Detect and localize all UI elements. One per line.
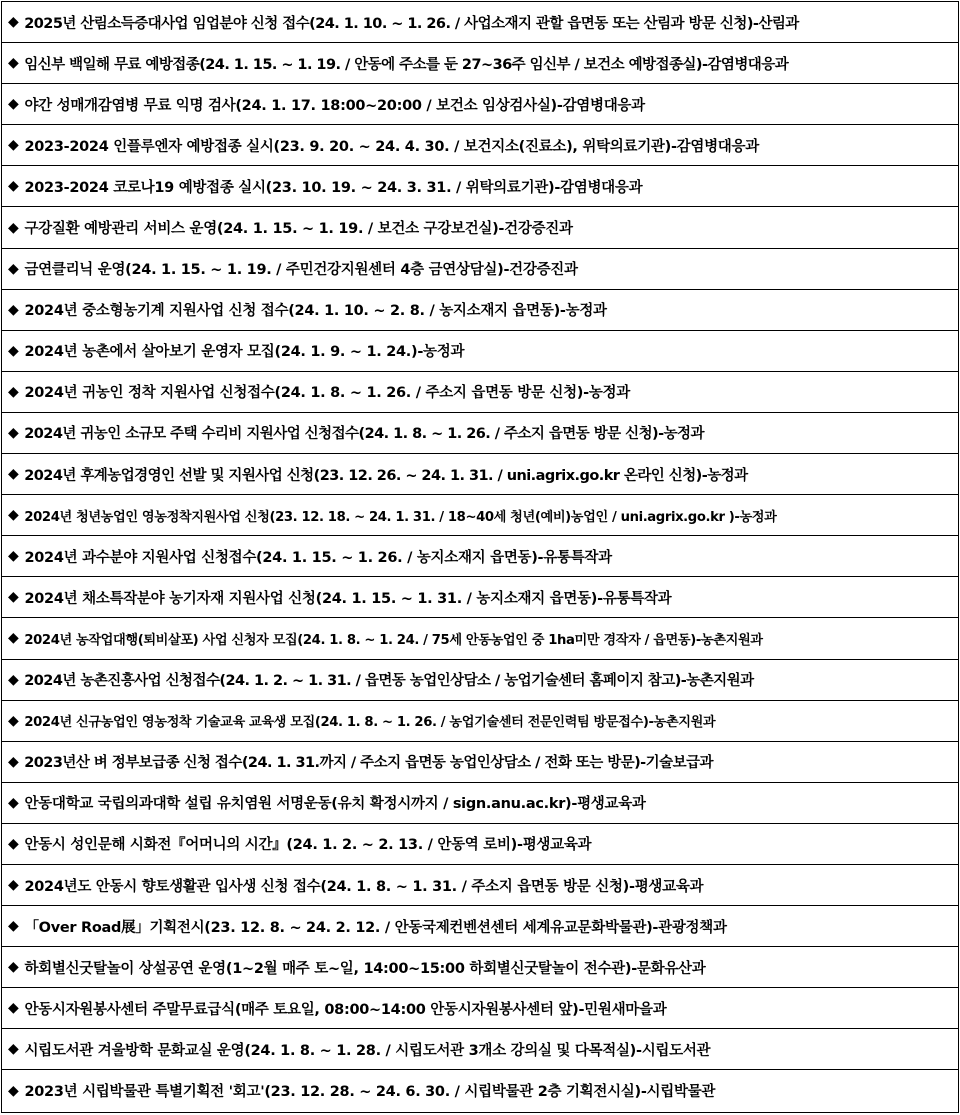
notice-text: 시립도서관 겨울방학 문화교실 운영(24. 1. 8. ~ 1. 28. / 시립도서관 3개소 강의실 및 다목적실)-시립도서관 xyxy=(24,1042,711,1059)
list-item xyxy=(2,1070,958,1111)
notice-text: 2024년도 안동시 향토생활관 입사생 신청 접수(24. 1. 8. ~ 1. 31. / 주소지 읍면동 방문 신청)-평생교육과 xyxy=(24,878,704,895)
diamond-bullet-icon: ◆ xyxy=(8,548,19,565)
diamond-bullet-icon: ◆ xyxy=(8,630,19,647)
diamond-bullet-icon: ◆ xyxy=(8,794,19,811)
diamond-bullet-icon: ◆ xyxy=(8,1000,19,1017)
notice-text: 금연클리닉 운영(24. 1. 15. ~ 1. 19. / 주민건강지원센터 4층 금연상담실)-건강증진과 xyxy=(24,262,578,279)
notice-text: 2024년 청년농업인 영농정착지원사업 신청(23. 12. 18. ~ 24. 1. 31. / 18~40세 청년(예비)농업인 / uni.agrix.go.kr )-농정과 xyxy=(24,509,777,525)
list-item xyxy=(2,618,958,659)
diamond-bullet-icon: ◆ xyxy=(8,753,19,770)
list-item xyxy=(2,824,958,865)
notice-text: 2024년 채소특작분야 농기자재 지원사업 신청(24. 1. 15. ~ 1. 31. / 농지소재지 읍면동)-유통특작과 xyxy=(24,590,672,607)
diamond-bullet-icon: ◆ xyxy=(8,507,19,524)
notice-text: 2023년산 벼 정부보급종 신청 접수(24. 1. 31.까지 / 주소지 읍면동 농업인상담소 / 전화 또는 방문)-기술보급과 xyxy=(24,755,713,772)
diamond-bullet-icon: ◆ xyxy=(8,959,19,976)
notice-text: 2024년 농촌에서 살아보기 운영자 모집(24. 1. 9. ~ 1. 24.)-농정과 xyxy=(24,344,465,361)
diamond-bullet-icon: ◆ xyxy=(8,712,19,729)
notice-text: 야간 성매개감염병 무료 익명 검사(24. 1. 17. 18:00~20:00 / 보건소 임상검사실)-감염병대응과 xyxy=(24,97,645,114)
list-item xyxy=(2,947,958,988)
list-item xyxy=(2,207,958,248)
notice-board xyxy=(1,1,959,1113)
notice-text: 2023-2024 인플루엔자 예방접종 실시(23. 9. 20. ~ 24. 4. 30. / 보건지소(진료소), 위탁의료기관)-감염병대응과 xyxy=(24,138,759,155)
notice-text: 2024년 귀농인 정착 지원사업 신청접수(24. 1. 8. ~ 1. 26. / 주소지 읍면동 방문 신청)-농정과 xyxy=(24,385,630,402)
list-item xyxy=(2,906,958,947)
list-item xyxy=(2,1029,958,1070)
list-item xyxy=(2,249,958,290)
list-item xyxy=(2,865,958,906)
notice-text: 안동시자원봉사센터 주말무료급식(매주 토요일, 08:00~14:00 안동시자원봉사센터 앞)-민원새마을과 xyxy=(24,1001,667,1018)
diamond-bullet-icon: ◆ xyxy=(8,466,19,483)
diamond-bullet-icon: ◆ xyxy=(8,260,19,277)
notice-text: 구강질환 예방관리 서비스 운영(24. 1. 15. ~ 1. 19. / 보건소 구강보건실)-건강증진과 xyxy=(24,221,573,238)
notice-text: 안동대학교 국립의과대학 설립 유치염원 서명운동(유치 확정시까지 / sign.anu.ac.kr)-평생교육과 xyxy=(24,796,646,813)
diamond-bullet-icon: ◆ xyxy=(8,55,19,72)
list-item xyxy=(2,125,958,166)
notice-text: 2024년 후계농업경영인 선발 및 지원사업 신청(23. 12. 26. ~ 24. 1. 31. / uni.agrix.go.kr 온라인 신청)-농정과 xyxy=(24,467,748,484)
notice-text: 2024년 귀농인 소규모 주택 수리비 지원사업 신청접수(24. 1. 8. ~ 1. 26. / 주소지 읍면동 방문 신청)-농정과 xyxy=(24,426,704,443)
notice-list xyxy=(2,2,958,1112)
notice-text: 안동시 성인문해 시화전『어머니의 시간』(24. 1. 2. ~ 2. 13. / 안동역 로비)-평생교육과 xyxy=(24,837,592,854)
list-item xyxy=(2,701,958,742)
notice-text: 2023-2024 코로나19 예방접종 실시(23. 10. 19. ~ 24. 3. 31. / 위탁의료기관)-감염병대응과 xyxy=(24,179,643,196)
list-item xyxy=(2,536,958,577)
notice-text: 2023년 시립박물관 특별기획전 '회고'(23. 12. 28. ~ 24. 6. 30. / 시립박물관 2층 기획전시실)-시립박물관 xyxy=(24,1084,716,1101)
list-item xyxy=(2,84,958,125)
diamond-bullet-icon: ◆ xyxy=(8,301,19,318)
diamond-bullet-icon: ◆ xyxy=(8,178,19,195)
notice-text: 2025년 산림소득증대사업 임업분야 신청 접수(24. 1. 10. ~ 1. 26. / 사업소재지 관할 읍면동 또는 산림과 방문 신청)-산림과 xyxy=(24,15,799,32)
diamond-bullet-icon: ◆ xyxy=(8,96,19,113)
list-item xyxy=(2,577,958,618)
diamond-bullet-icon: ◆ xyxy=(8,918,19,935)
list-item xyxy=(2,290,958,331)
list-item xyxy=(2,783,958,824)
diamond-bullet-icon: ◆ xyxy=(8,589,19,606)
notice-text: 2024년 중소형농기계 지원사업 신청 접수(24. 1. 10. ~ 2. 8. / 농지소재지 읍면동)-농정과 xyxy=(24,303,607,320)
diamond-bullet-icon: ◆ xyxy=(8,877,19,894)
list-item xyxy=(2,166,958,207)
diamond-bullet-icon: ◆ xyxy=(8,671,19,688)
diamond-bullet-icon: ◆ xyxy=(8,383,19,400)
notice-text: 2024년 신규농업인 영농정착 기술교육 교육생 모집(24. 1. 8. ~ 1. 26. / 농업기술센터 전문인력팀 방문접수)-농촌지원과 xyxy=(24,715,716,731)
notice-text: 2024년 농촌진흥사업 신청접수(24. 1. 2. ~ 1. 31. / 읍면동 농업인상담소 / 농업기술센터 홈페이지 참고)-농촌지원과 xyxy=(24,673,754,690)
list-item xyxy=(2,372,958,413)
diamond-bullet-icon: ◆ xyxy=(8,424,19,441)
list-item xyxy=(2,742,958,783)
diamond-bullet-icon: ◆ xyxy=(8,14,19,31)
diamond-bullet-icon: ◆ xyxy=(8,219,19,236)
list-item xyxy=(2,331,958,372)
diamond-bullet-icon: ◆ xyxy=(8,342,19,359)
notice-text: 하회별신굿탈놀이 상설공연 운영(1~2월 매주 토~일, 14:00~15:00 하회별신굿탈놀이 전수관)-문화유산과 xyxy=(24,960,706,977)
notice-text: 2024년 농작업대행(퇴비살포) 사업 신청자 모집(24. 1. 8. ~ 1. 24. / 75세 안동농업인 중 1ha미만 경작자 / 읍면동)-농촌지원과 xyxy=(24,632,763,648)
notice-text: 2024년 과수분야 지원사업 신청접수(24. 1. 15. ~ 1. 26. / 농지소재지 읍면동)-유통특작과 xyxy=(24,549,612,566)
list-item xyxy=(2,988,958,1029)
diamond-bullet-icon: ◆ xyxy=(8,835,19,852)
notice-text: 「Over Road展」기획전시(23. 12. 8. ~ 24. 2. 12. / 안동국제컨벤션센터 세계유교문화박물관)-관광정책과 xyxy=(24,919,727,936)
notice-text: 임신부 백일해 무료 예방접종(24. 1. 15. ~ 1. 19. / 안동에 주소를 둔 27~36주 임신부 / 보건소 예방접종실)-감염병대응과 xyxy=(24,56,789,73)
list-item xyxy=(2,495,958,536)
diamond-bullet-icon: ◆ xyxy=(8,137,19,154)
list-item xyxy=(2,2,958,43)
list-item xyxy=(2,660,958,701)
list-item xyxy=(2,413,958,454)
diamond-bullet-icon: ◆ xyxy=(8,1082,19,1099)
list-item xyxy=(2,43,958,84)
diamond-bullet-icon: ◆ xyxy=(8,1041,19,1058)
list-item xyxy=(2,454,958,495)
